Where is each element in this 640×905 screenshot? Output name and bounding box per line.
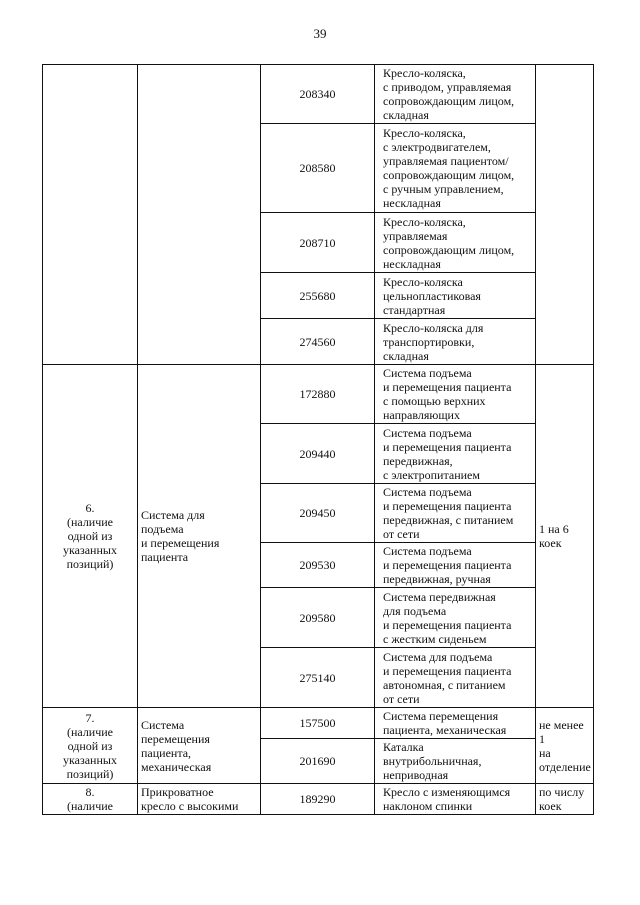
description-text: Система для подъема и перемещения пациента автономная, с питанием от сети [383,649,512,706]
group-name: Прикроватное кресло с высокими [141,785,239,813]
description-cell [375,213,536,273]
group-number: 7. (наличие одной из указанных позиций) [63,710,117,781]
description-text: Каталка внутрибольничная, неприводная [383,740,482,782]
quantity-cell [536,365,594,708]
code-cell: 208710 [261,213,375,273]
description-text: Кресло-коляска для транспортировки, складная [383,320,484,363]
group-name-cell [138,708,261,784]
code-cell: 275140 [261,648,375,708]
table-row [43,784,594,815]
description-cell [375,543,536,588]
description-cell [375,739,536,784]
description-text: Система подъема и перемещения пациента с помощью верхних направляющих [383,366,512,422]
group-number: 6. (наличие одной из указанных позиций) [63,501,117,571]
description-text: Кресло с изменяющимся наклоном спинки [383,785,511,813]
quantity-cell [536,65,594,365]
description-cell [375,424,536,484]
page-number: 39 [313,26,327,41]
code-cell: 201690 [261,739,375,784]
description-cell [375,319,536,365]
code-cell: 209450 [261,484,375,543]
description-cell [375,784,536,815]
group-name-cell [138,365,261,708]
description-cell [375,588,536,648]
group-number-cell [43,65,138,365]
quantity: 1 на 6 коек [539,522,569,550]
description-text: Кресло-коляска, управляемая сопровождающим лицом, нескладная [383,214,515,271]
code-cell: 209440 [261,424,375,484]
group-name-cell [138,65,261,365]
group-name-cell [138,784,261,815]
group-number-cell [43,784,138,815]
code-cell: 208340 [261,65,375,124]
description-text: Кресло-коляска цельнопластиковая стандартная [383,274,481,317]
group-name: Система для подъема и перемещения пациента [141,508,220,564]
quantity: по числу коек [539,785,585,813]
description-text: Система подъема и перемещения пациента передвижная, ручная [383,544,512,586]
table-row [43,365,594,424]
group-number-cell [43,708,138,784]
code-cell: 157500 [261,708,375,739]
table-row [43,708,594,739]
description-text: Кресло-коляска, с электродвигателем, управляемая пациентом/ сопровождающим лицом, с ручным управлением, нескладная [383,126,515,210]
code-cell: 274560 [261,319,375,365]
description-text: Система подъема и перемещения пациента передвижная, с питанием от сети [383,485,514,541]
description-cell [375,124,536,213]
quantity-cell [536,784,594,815]
equipment-table [42,64,594,815]
quantity-cell [536,708,594,784]
description-cell [375,273,536,319]
quantity: не менее 1 на отделение [539,717,591,774]
code-cell: 209530 [261,543,375,588]
description-text: Система перемещения пациента, механическая [383,709,507,737]
description-text: Кресло-коляска, с приводом, управляемая сопровождающим лицом, складная [383,66,515,122]
code-cell: 255680 [261,273,375,319]
description-cell [375,484,536,543]
group-name: Система перемещения пациента, механическая [141,717,212,774]
description-cell [375,648,536,708]
description-text: Система подъема и перемещения пациента передвижная, с электропитанием [383,425,512,482]
table-row [43,65,594,124]
description-cell [375,708,536,739]
group-number-cell [43,365,138,708]
code-cell: 172880 [261,365,375,424]
code-cell: 209580 [261,588,375,648]
description-cell [375,365,536,424]
group-number: 8. (наличие [66,785,114,813]
code-cell: 208580 [261,124,375,213]
code-cell: 189290 [261,784,375,815]
description-text: Система передвижная для подъема и перемещения пациента с жестким сиденьем [383,589,512,646]
description-cell [375,65,536,124]
